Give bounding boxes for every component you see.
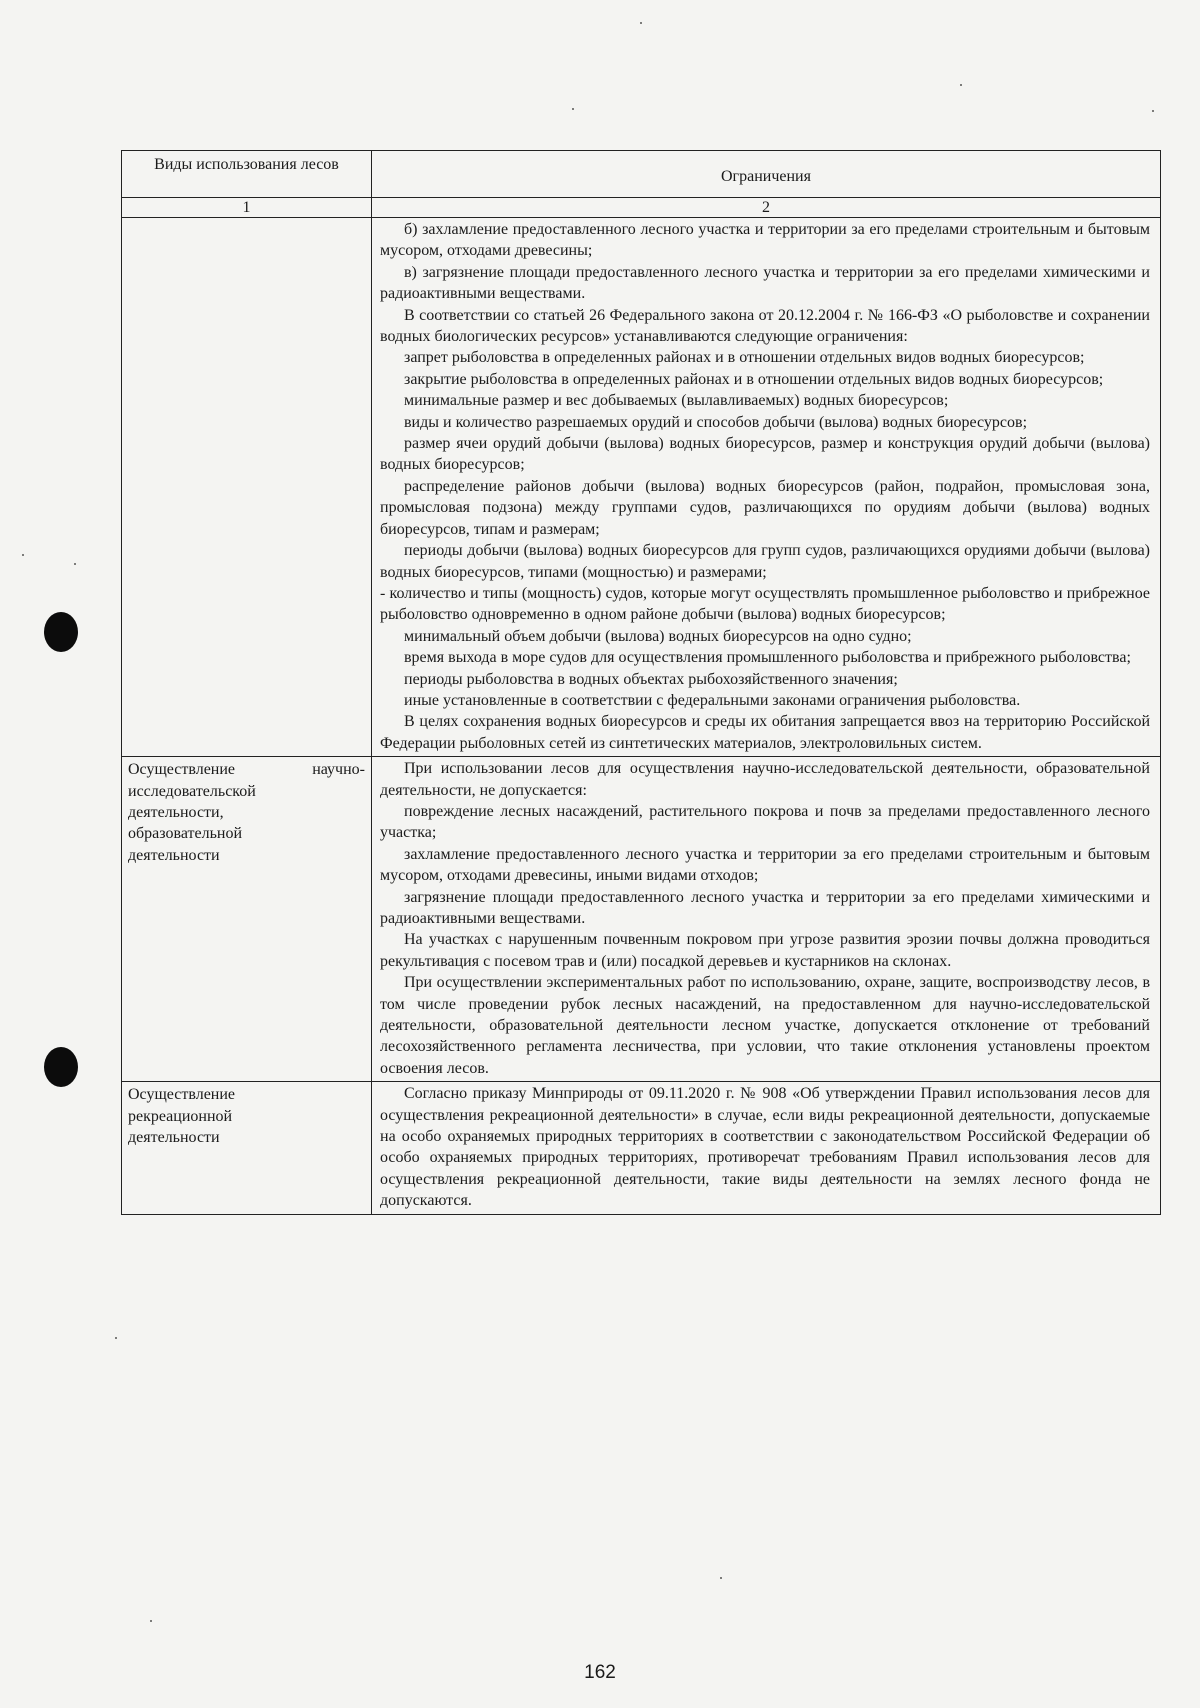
scan-speck (74, 563, 76, 565)
row-restrictions-cell (372, 1082, 1161, 1214)
kind-label: исследовательской деятельности, образовательной деятельности (128, 782, 256, 864)
column-number-1: 1 (122, 198, 372, 218)
row-kind-cell (122, 757, 372, 1082)
restriction-paragraph: - количество и типы (мощность) судов, которые могут осуществлять промышленное рыболовство и прибрежное рыболовство одновременно в одном районе добычи (вылова) водных биоресурсов; (380, 584, 1150, 624)
restriction-paragraph: При использовании лесов для осуществления научно-исследовательской деятельности, образовательной деятельности, не допускается: (380, 760, 1150, 799)
restriction-paragraph: минимальные размер и вес добываемых (вылавливаемых) водных биоресурсов; (404, 392, 949, 410)
scan-speck (572, 108, 574, 110)
table-header-row (122, 151, 1161, 198)
restrictions-table (121, 150, 1161, 1215)
restriction-paragraph: виды и количество разрешаемых орудий и способов добычи (вылова) водных биоресурсов; (404, 413, 1028, 431)
restriction-paragraph: распределение районов добычи (вылова) водных биоресурсов (район, подрайон, промысловая зона, промысловая подзона) между группами судов, различающихся по орудиям добычи (вылова) водных биоресурсов, типам и размерам; (380, 477, 1150, 538)
kind-label-part: научно- (312, 761, 365, 779)
scan-speck (22, 554, 24, 556)
table-row (122, 1082, 1161, 1214)
scan-speck (150, 1620, 152, 1622)
restriction-paragraph: в) загрязнение площади предоставленного лесного участка и территории за его пределами химическими и радиоактивными веществами. (380, 263, 1150, 303)
table-number-row (122, 198, 1161, 218)
punch-hole-bottom (44, 1047, 78, 1087)
restriction-paragraph: При осуществлении экспериментальных работ по использованию, охране, защите, воспроизводству лесов, в том числе проведении рубок лесных насаждений, на предоставленном для научно-исследовательской деятельности, образовательной деятельности лесном участке, допускается отклонение от требований лесохозяйственного регламента лесничества, при условии, что такие отклонения установлены проектом освоения лесов. (380, 974, 1150, 1077)
row-kind-cell (122, 1082, 372, 1214)
scan-speck (1152, 110, 1154, 112)
restriction-paragraph: На участках с нарушенным почвенным покровом при угрозе развития эрозии почвы должна проводиться рекультивация с посевом трав и (или) посадкой деревьев и кустарников на склонах. (380, 931, 1150, 970)
row-restrictions-cell (372, 218, 1161, 757)
row-restrictions-cell (372, 757, 1161, 1082)
restriction-paragraph: размер ячеи орудий добычи (вылова) водных биоресурсов, размер и конструкция орудий добычи (вылова) водных биоресурсов; (380, 435, 1150, 474)
restriction-paragraph: захламление предоставленного лесного участка и территории за его пределами строительным и бытовым мусором, отходами древесины, иными видами отходов; (380, 845, 1150, 885)
restriction-paragraph: закрытие рыболовства в определенных районах и в отношении отдельных видов водных биоресурсов; (404, 370, 1104, 388)
restriction-paragraph: В целях сохранения водных биоресурсов и среды их обитания запрещается ввоз на территорию Российской Федерации рыболовных сетей из синтетических материалов, электроловильных систем. (380, 713, 1150, 752)
header-restrictions: Ограничения (372, 151, 1161, 198)
page-number: 162 (584, 1662, 616, 1683)
kind-first-line (128, 759, 365, 780)
table-row (122, 757, 1161, 1082)
restriction-paragraph: б) захламление предоставленного лесного участка и территории за его пределами строительным и бытовым мусором, отходами древесины; (380, 221, 1150, 260)
kind-label: Осуществление рекреационной деятельности (128, 1086, 236, 1147)
restriction-paragraph: запрет рыболовства в определенных районах и в отношении отдельных видов водных биоресурсов; (404, 349, 1085, 367)
kind-label-part: Осуществление (128, 761, 236, 779)
scan-speck (640, 22, 642, 24)
column-number-2: 2 (372, 198, 1161, 218)
restriction-paragraph: периоды рыболовства в водных объектах рыбохозяйственного значения; (404, 670, 898, 688)
scan-speck (115, 1337, 117, 1339)
restriction-paragraph: Согласно приказу Минприроды от 09.11.2020 г. № 908 «Об утверждении Правил использования лесов для осуществления рекреационной деятельности» в случае, если виды рекреационной деятельности, допускаемые на особо охраняемых природных территориях в соответствии с законодательством Российской Федерации об особо охраняемых природных территориях, противоречат требованиям Правил использования лесов для осуществления рекреационной деятельности, такие виды деятельности на землях лесного фонда не допускаются. (380, 1085, 1150, 1210)
scan-speck (720, 1577, 722, 1579)
restriction-paragraph: минимальный объем добычи (вылова) водных биоресурсов на одно судно; (404, 627, 912, 645)
header-forest-use-kinds: Виды использования лесов (122, 151, 372, 198)
restriction-paragraph: периоды добычи (вылова) водных биоресурсов для групп судов, различающихся орудиями добычи (вылова) водных биоресурсов, типами (мощностью) и размерами; (380, 542, 1150, 581)
table-row (122, 218, 1161, 757)
restriction-paragraph: повреждение лесных насаждений, растительного покрова и почв за пределами предоставленного лесного участка; (380, 802, 1150, 842)
restriction-paragraph: иные установленные в соответствии с федеральными законами ограничения рыболовства. (404, 691, 1021, 709)
row-kind-cell (122, 218, 372, 757)
restriction-paragraph: В соответствии со статьей 26 Федерального закона от 20.12.2004 г. № 166-ФЗ «О рыболовстве и сохранении водных биологических ресурсов» устанавливаются следующие ограничения: (380, 306, 1150, 346)
restriction-paragraph: загрязнение площади предоставленного лесного участка и территории за его пределами химическими и радиоактивными веществами. (380, 888, 1150, 927)
restriction-paragraph: время выхода в море судов для осуществления промышленного рыболовства и прибрежного рыболовства; (404, 649, 1131, 667)
punch-hole-top (44, 612, 78, 652)
scan-speck (960, 84, 962, 86)
